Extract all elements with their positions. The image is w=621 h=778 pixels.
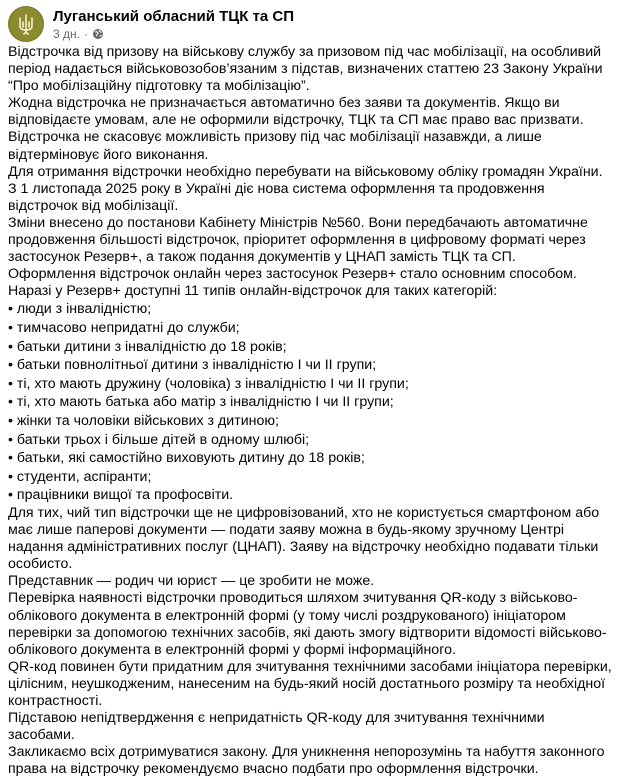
list-item: • жінки та чоловіки військових з дитиною; <box>8 412 279 429</box>
post-subline <box>53 26 294 42</box>
paragraph: Оформлення відстрочок онлайн через застосунок Резерв+ стало основним способом. <box>8 266 577 283</box>
list-item: • люди з інвалідністю; <box>8 301 152 318</box>
paragraph: Закликаємо всіх дотримуватися закону. Для уникнення непорозумінь та набуття законного права на відстрочку рекомендуємо вчасно подбати про оформлення відстрочки. <box>8 744 605 778</box>
page-avatar[interactable] <box>8 6 44 42</box>
post-meta <box>53 7 294 42</box>
list-item: • тимчасово непридатні до служби; <box>8 320 240 336</box>
paragraph: Жодна відстрочка не призначається автоматично без заяви та документів. Якщо ви відповідаєте умовам, але не оформили відстрочку, ТЦК та СП має право вас призвати. <box>8 95 584 129</box>
meta-separator: · <box>83 27 88 41</box>
list-item: • працівники вищої та профосвіти. <box>8 487 234 504</box>
list-item: • батьки повнолітньої дитини з інвалідністю I чи II групи; <box>8 357 377 374</box>
paragraph: Підставою непідтвердження є непридатність QR-коду для зчитування технічними засобами. <box>8 710 545 744</box>
paragraph: Зміни внесено до постанови Кабінету Міністрів №560. Вони передбачають автоматичне продовження більшості відстрочок, пріоритет оформлення в цифровому форматі через застосунок Резерв+, а також подання документів у ЦНАП замість ТЦК та СП. <box>8 214 588 266</box>
category-list <box>8 300 613 505</box>
paragraph: Для тих, чий тип відстрочки ще не цифровізований, хто не користується смартфоном або має лише паперові документи — подати заяву можна в будь-якому зручному Центрі надання адміністративних послуг (ЦНАП). Заяву на відстрочку необхідно подавати тільки особисто. <box>8 504 600 573</box>
list-item: • батьки трьох і більше дітей в одному шлюбі; <box>8 431 310 448</box>
page-name-link[interactable]: Луганський обласний ТЦК та СП <box>53 8 295 25</box>
paragraph: Перевірка наявності відстрочки проводиться шляхом зчитування QR-коду з військово-облікового документа в електронній формі (у тому числі роздрукованого) ініціатором перевірки за допомогою технічних засобів, які дають змогу відтворити відомості військово-облікового документа в електронній формі у формі інформаційного. <box>8 590 607 658</box>
trident-emblem-icon <box>15 13 37 35</box>
list-item: • батьки, які самостійно виховують дитину до 18 років; <box>8 450 365 467</box>
paragraph: Відстрочка від призову на військову службу за призовом під час мобілізації, на особливий період надається військовозобов’язаним з підстав, визначених статтею 23 Закону України “Про мобілізаційну підготовку та мобілізацію”. <box>8 44 603 95</box>
paragraph: Наразі у Резерв+ доступні 11 типів онлайн-відстрочок для таких категорій: <box>8 283 498 300</box>
paragraph: Для отримання відстрочки необхідно перебувати на військовому обліку громадян України. <box>8 163 603 180</box>
list-item: • батьки дитини з інвалідністю до 18 років; <box>8 338 287 355</box>
globe-icon[interactable] <box>92 28 104 40</box>
list-item: • ті, хто мають батька або матір з інвалідністю I чи II групи; <box>8 394 394 411</box>
post-text <box>8 44 613 778</box>
paragraph: Представник — родич чи юрист — це зробити не може. <box>8 573 375 590</box>
paragraph: Відстрочка не скасовує можливість призову під час мобілізації назавжди, а лише відтерміновує його виконання. <box>8 129 542 163</box>
post-timestamp[interactable]: 3 дн. <box>53 27 80 41</box>
list-item: • студенти, аспіранти; <box>8 468 152 485</box>
list-item: • ті, хто мають дружину (чоловіка) з інвалідністю I чи II групи; <box>8 375 409 392</box>
paragraph: QR-код повинен бути придатним для зчитування технічними засобами ініціатора перевірки, цілісним, неушкодженим, нанесеним на будь-який носій достатнього розміру та необхідної контрастності. <box>8 658 612 709</box>
paragraph: З 1 листопада 2025 року в Україні діє нова система оформлення та продовження відстрочок від мобілізації. <box>8 180 545 214</box>
post-header <box>8 6 294 42</box>
